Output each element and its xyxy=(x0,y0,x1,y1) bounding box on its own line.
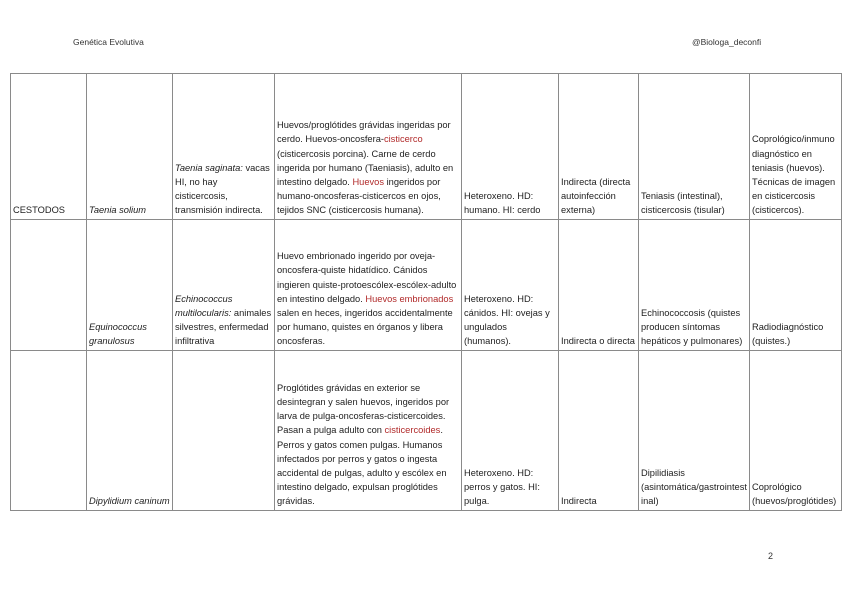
related-species-cell xyxy=(173,220,275,351)
table-row xyxy=(11,351,842,511)
cycle-highlight: cisticerco xyxy=(383,134,423,145)
group-cell xyxy=(11,220,87,351)
cycle-text: Huevos/proglótides grávidas ingeridas por cerdo. Huevos-oncosfera- xyxy=(277,120,451,145)
page-number: 2 xyxy=(768,551,774,561)
group-cell xyxy=(11,351,87,511)
cycle-text: ingeridos por humano-oncosferas-cisticercos en ojos, tejidos SNC (cisticercosis humana). xyxy=(277,176,441,215)
transmission-cell: Indirecta o directa xyxy=(559,220,639,351)
cycle-text: . Perros y gatos comen pulgas. Humanos infectados por perros y gatos o ingesta accidental de pulgas, adulto y escólex en intestino delgado, expulsan proglótides grávidas. xyxy=(277,425,447,506)
related-species-note: animales silvestres, enfermedad infiltrativa xyxy=(175,307,272,346)
host-cell: Heteroxeno. HD: cánidos. HI: ovejas y ungulados (humanos). xyxy=(462,220,559,351)
related-species-name: Taenia saginata: xyxy=(175,162,243,173)
cycle-highlight: Huevos xyxy=(352,176,384,187)
cycle-text: salen en heces, ingeridos accidentalmente por humano, quistes en órganos y libera oncosferas. xyxy=(277,307,453,346)
host-cell: Heteroxeno. HD: humano. HI: cerdo xyxy=(462,74,559,220)
transmission-cell: Indirecta xyxy=(559,351,639,511)
cycle-highlight: Huevos embrionados xyxy=(365,293,454,304)
diagnosis-cell: Coprológico/inmunodiagnóstico en teniasis (huevos). Técnicas de imagen en cisticercosis (cisticercos). xyxy=(750,74,842,220)
cycle-text: (cisticercosis porcina). Carne de cerdo ingerida por humano (Taeniasis), adulto en intestino delgado. xyxy=(277,148,454,187)
table-row xyxy=(11,220,842,351)
disease-cell: Teniasis (intestinal), cisticercosis (tisular) xyxy=(639,74,750,220)
group-cell: CESTODOS xyxy=(11,74,87,220)
diagnosis-cell: Coprológico (huevos/proglótides) xyxy=(750,351,842,511)
diagnosis-cell: Radiodiagnóstico (quistes.) xyxy=(750,220,842,351)
life-cycle-cell xyxy=(275,351,462,511)
related-species-note: vacas HI, no hay cisticercosis, transmisión indirecta. xyxy=(175,162,270,215)
species-cell: Equinococcus granulosus xyxy=(87,220,173,351)
life-cycle-cell xyxy=(275,74,462,220)
header-title: Genética Evolutiva xyxy=(73,37,144,47)
host-cell: Heteroxeno. HD: perros y gatos. HI: pulga. xyxy=(462,351,559,511)
related-species-cell xyxy=(173,351,275,511)
cycle-text: Proglótides grávidas en exterior se desintegran y salen huevos, ingeridos por larva de pulga-oncosferas-cisticercoides. Pasan a pulga adulto con xyxy=(277,383,450,436)
species-cell: Dipylidium caninum xyxy=(87,351,173,511)
header-handle: @Biologa_deconfi xyxy=(692,37,762,47)
cycle-text: Huevo embrionado ingerido por oveja-oncosfera-quiste hidatídico. Cánidos ingieren quiste-protoescólex-escólex-adulto en intestino delgado. xyxy=(277,251,457,304)
species-cell: Taenia solium xyxy=(87,74,173,220)
disease-cell: Echinococcosis (quistes producen síntomas hepáticos y pulmonares) xyxy=(639,220,750,351)
cestodes-table xyxy=(10,73,842,511)
transmission-cell: Indirecta (directa autoinfección externa) xyxy=(559,74,639,220)
cycle-highlight: cisticercoides xyxy=(384,425,441,436)
life-cycle-cell xyxy=(275,220,462,351)
disease-cell: Dipilidiasis (asintomática/gastrointestinal) xyxy=(639,351,750,511)
table-row xyxy=(11,74,842,220)
related-species-cell xyxy=(173,74,275,220)
related-species-name: Echinococcus multilocularis: xyxy=(175,293,233,318)
